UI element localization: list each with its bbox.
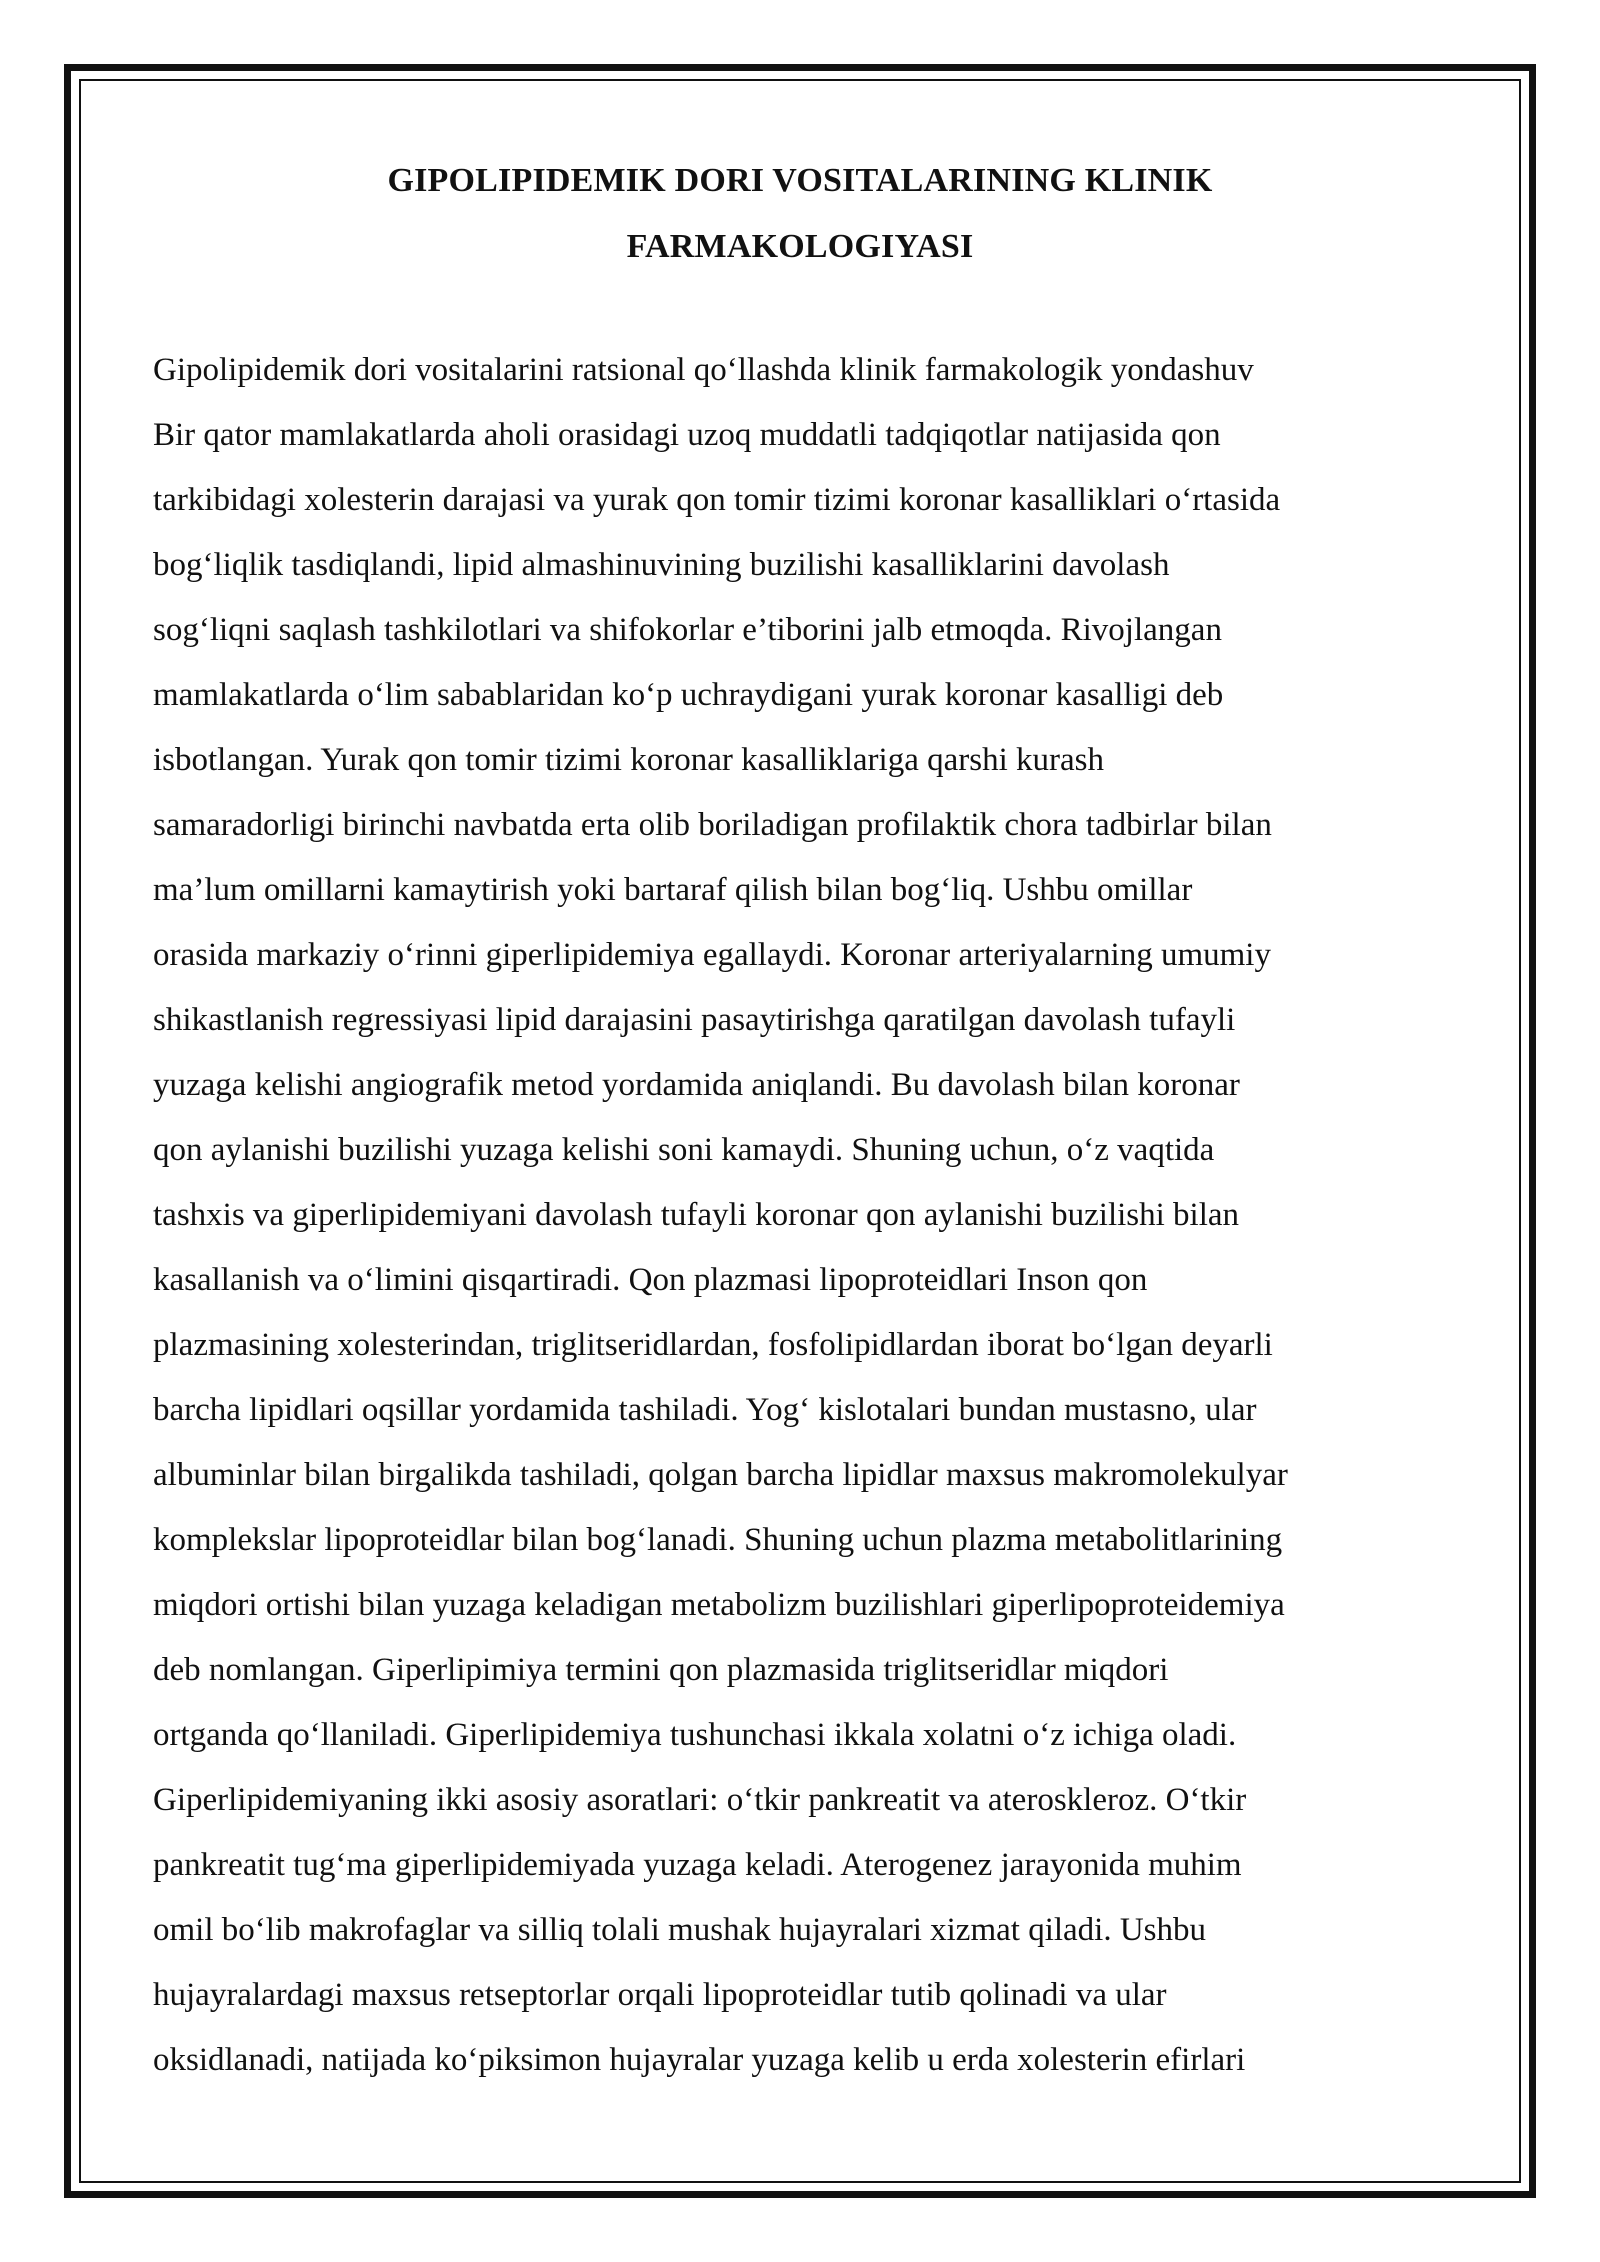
body-line: yuzaga kelishi angiografik metod yordamida aniqlandi. Bu davolash bilan koronar [153,1067,1240,1103]
body-line: orasida markaziy o‘rinni giperlipidemiya egallaydi. Koronar arteriyalarning umumiy [153,937,1271,973]
body-line: kasallanish va o‘limini qisqartiradi. Qon plazmasi lipoproteidlari Inson qon [153,1262,1148,1298]
body-line: Gipolipidemik dori vositalarini ratsional qo‘llashda klinik farmakologik yondashuv [153,352,1254,388]
body-line: pankreatit tug‘ma giperlipidemiyada yuzaga keladi. Aterogenez jarayonida muhim [153,1847,1242,1883]
body-line: miqdori ortishi bilan yuzaga keladigan metabolizm buzilishlari giperlipoproteidemiya [153,1587,1285,1623]
body-line: samaradorligi birinchi navbatda erta olib boriladigan profilaktik chora tadbirlar bilan [153,807,1272,843]
body-line: albuminlar bilan birgalikda tashiladi, qolgan barcha lipidlar maxsus makromolekulyar [153,1457,1288,1493]
body-line: omil bo‘lib makrofaglar va silliq tolali mushak hujayralari xizmat qiladi. Ushbu [153,1912,1207,1948]
body-line: ortganda qo‘llaniladi. Giperlipidemiya tushunchasi ikkala xolatni o‘z ichiga oladi. [153,1717,1237,1753]
body-line: mamlakatlarda o‘lim sabablaridan ko‘p uchraydigani yurak koronar kasalligi deb [153,677,1224,713]
body-line: barcha lipidlari oqsillar yordamida tashiladi. Yog‘ kislotalari bundan mustasno, ular [153,1392,1257,1428]
body-line: qon aylanishi buzilishi yuzaga kelishi soni kamaydi. Shuning uchun, o‘z vaqtida [153,1132,1215,1168]
body-line: tashxis va giperlipidemiyani davolash tufayli koronar qon aylanishi buzilishi bilan [153,1197,1240,1233]
body-line: deb nomlangan. Giperlipimiya termini qon plazmasida triglitseridlar miqdori [153,1652,1169,1688]
body-line: ma’lum omillarni kamaytirish yoki bartaraf qilish bilan bog‘liq. Ushbu omillar [153,872,1193,908]
body-line: shikastlanish regressiyasi lipid darajasini pasaytirishga qaratilgan davolash tufayli [153,1002,1236,1038]
body-line: oksidlanadi, natijada ko‘piksimon hujayralar yuzaga kelib u erda xolesterin efirlari [153,2042,1246,2078]
body-line: Bir qator mamlakatlarda aholi orasidagi uzoq muddatli tadqiqotlar natijasida qon [153,417,1221,453]
body-line: plazmasining xolesterindan, triglitseridlardan, fosfolipidlardan iborat bo‘lgan deyarli [153,1327,1273,1363]
document-title [120,148,1480,280]
title-line: FARMAKOLOGIYASI [626,228,974,265]
body-line: Giperlipidemiyaning ikki asosiy asoratlari: o‘tkir pankreatit va ateroskleroz. O‘tkir [153,1782,1247,1818]
body-line: isbotlangan. Yurak qon tomir tizimi koronar kasalliklariga qarshi kurash [153,742,1104,778]
body-line: tarkibidagi xolesterin darajasi va yurak qon tomir tizimi koronar kasalliklari o‘rtasida [153,482,1281,518]
body-line: bog‘liqlik tasdiqlandi, lipid almashinuvining buzilishi kasalliklarini davolash [153,547,1170,583]
body-line: sog‘liqni saqlash tashkilotlari va shifokorlar e’tiborini jalb etmoqda. Rivojlangan [153,612,1222,648]
body-line: komplekslar lipoproteidlar bilan bog‘lanadi. Shuning uchun plazma metabolitlarining [153,1522,1283,1558]
document-body [153,338,1483,2093]
body-line: hujayralardagi maxsus retseptorlar orqali lipoproteidlar tutib qolinadi va ular [153,1977,1167,2013]
title-line: GIPOLIPIDEMIK DORI VOSITALARINING KLINIK [387,162,1213,199]
